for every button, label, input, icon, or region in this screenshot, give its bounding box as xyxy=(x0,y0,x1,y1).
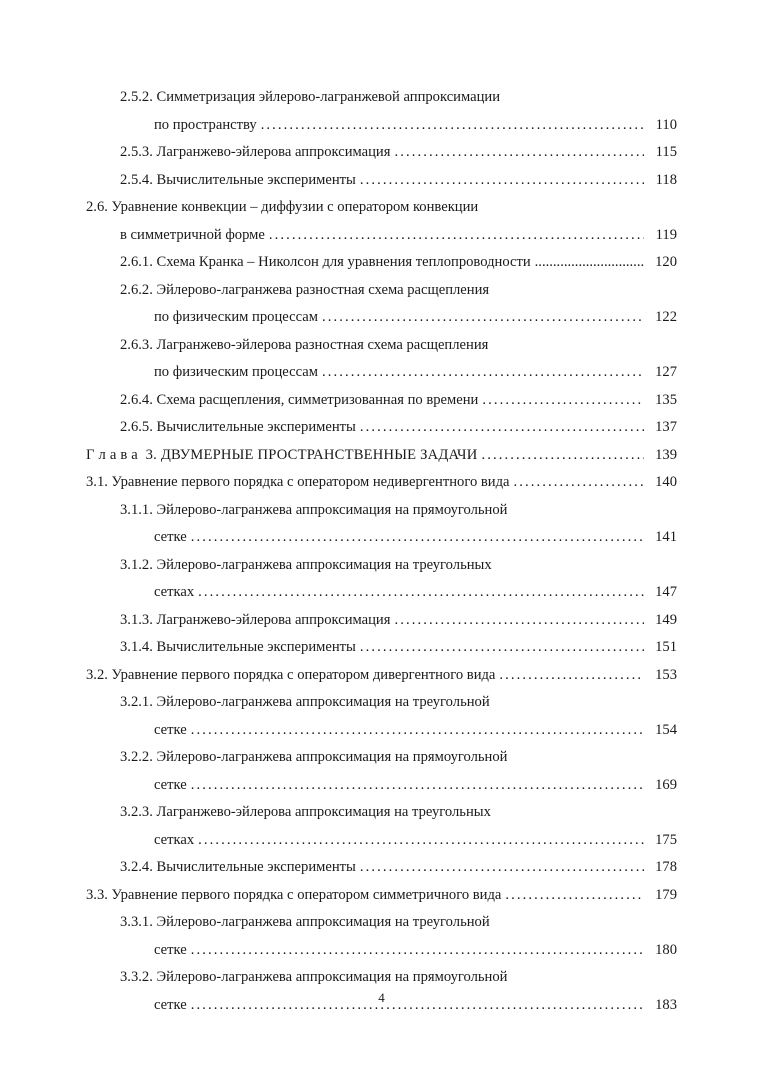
toc-page-number: 180 xyxy=(655,941,677,958)
toc-leader-dots xyxy=(514,469,645,497)
toc-entry-title: сетках xyxy=(154,584,195,600)
toc-page-number: 137 xyxy=(655,419,677,435)
toc-entry-title: сетке xyxy=(154,776,187,793)
toc-leader-dots xyxy=(322,359,644,387)
toc-entry[interactable] xyxy=(86,909,677,964)
toc-entry[interactable] xyxy=(86,84,677,139)
toc-entry-line xyxy=(86,937,677,965)
toc-page-number: 153 xyxy=(655,666,677,683)
toc-entry-title: 3.3.2. Эйлерово-лагранжева аппроксимация на прямоугольной xyxy=(120,969,508,985)
toc-entry[interactable] xyxy=(86,194,677,249)
toc-leader-dots xyxy=(360,634,644,662)
toc-entry-title: сетке xyxy=(154,996,187,1013)
toc-entry-line xyxy=(86,524,677,552)
toc-entry-line xyxy=(86,277,677,305)
toc-entry-title: 3.3. Уравнение первого порядка с оператором симметричного вида xyxy=(86,886,502,903)
toc-entry-line xyxy=(86,827,677,855)
toc-entry-title: 2.6.3. Лагранжево-эйлерова разностная схема расщепления xyxy=(120,336,489,353)
toc-page-number: 141 xyxy=(655,529,677,545)
toc-page-number: 178 xyxy=(655,859,677,875)
toc-entry-title: в симметричной форме xyxy=(120,226,265,243)
toc-page-number: 127 xyxy=(655,364,677,380)
toc-entry[interactable] xyxy=(86,882,677,910)
toc-page-number: 139 xyxy=(655,446,677,463)
toc-page-number: 151 xyxy=(655,639,677,655)
toc-leader-space xyxy=(535,249,644,277)
toc-entry-line xyxy=(86,414,677,442)
toc-entry[interactable] xyxy=(86,662,677,690)
toc-entry-title: 3.1.2. Эйлерово-лагранжева аппроксимация на треугольных xyxy=(120,556,492,573)
toc-page-number: 154 xyxy=(655,721,677,738)
toc-entry-line xyxy=(86,222,677,250)
toc-page-number: 179 xyxy=(655,886,677,903)
toc-leader-dots xyxy=(360,167,644,195)
toc-entry-title: по пространству xyxy=(154,116,257,133)
toc-leader-dots xyxy=(482,387,644,415)
toc-entry[interactable] xyxy=(86,799,677,854)
toc-entry-line xyxy=(86,332,677,360)
toc-entry-title: 2.6.5. Вычислительные эксперименты xyxy=(120,419,356,435)
toc-entry[interactable] xyxy=(86,607,677,635)
toc-entry-title: 3.2. Уравнение первого порядка с оператором дивергентного вида xyxy=(86,666,496,683)
toc-entry-line xyxy=(86,497,677,525)
toc-leader-dots xyxy=(360,414,644,442)
toc-entry-title: 2.5.4. Вычислительные эксперименты xyxy=(120,171,356,188)
toc-leader-dots xyxy=(261,112,644,140)
toc-entry[interactable] xyxy=(86,744,677,799)
toc-page-number: 183 xyxy=(655,996,677,1013)
toc-entry-title: 3.2.3. Лагранжево-эйлерова аппроксимация на треугольных xyxy=(120,804,491,820)
toc-entry-line xyxy=(86,579,677,607)
toc-leader-dots xyxy=(191,772,644,800)
toc-entry-line xyxy=(86,139,677,167)
toc-entry-title: сетке xyxy=(154,721,187,738)
toc-leader-dots xyxy=(269,222,644,250)
table-of-contents xyxy=(86,84,677,1019)
toc-entry-line xyxy=(86,552,677,580)
toc-entry-title: сетке xyxy=(154,941,187,958)
toc-leader-dots xyxy=(481,442,644,470)
toc-entry[interactable] xyxy=(86,277,677,332)
toc-entry[interactable] xyxy=(86,167,677,195)
toc-entry-line xyxy=(86,194,677,222)
toc-leader-dots xyxy=(191,524,644,552)
toc-page-number: 118 xyxy=(655,171,677,188)
toc-entry[interactable] xyxy=(86,332,677,387)
toc-entry-line xyxy=(86,909,677,937)
toc-entry[interactable] xyxy=(86,442,677,470)
toc-entry-title: сетке xyxy=(154,529,187,545)
toc-leader-dots xyxy=(191,937,644,965)
toc-entry-line xyxy=(86,84,677,112)
toc-entry-line xyxy=(86,662,677,690)
toc-entry[interactable] xyxy=(86,854,677,882)
toc-entry-title: по физическим процессам xyxy=(154,364,318,380)
toc-entry-line xyxy=(86,717,677,745)
toc-page-number: 119 xyxy=(655,226,677,243)
toc-entry-title: 3.1.1. Эйлерово-лагранжева аппроксимация на прямоугольной xyxy=(120,501,508,518)
toc-leader-dots xyxy=(322,304,644,332)
toc-entry[interactable] xyxy=(86,249,677,277)
toc-entry-title: по физическим процессам xyxy=(154,309,318,325)
toc-entry-line xyxy=(86,304,677,332)
toc-entry[interactable] xyxy=(86,469,677,497)
toc-entry[interactable] xyxy=(86,634,677,662)
toc-entry-line xyxy=(86,882,677,910)
toc-entry-title: сетках xyxy=(154,831,195,848)
toc-page-number: 120 xyxy=(655,254,677,270)
toc-page-number: 140 xyxy=(655,474,677,490)
toc-entry[interactable] xyxy=(86,689,677,744)
toc-entry-title: 3.2.4. Вычислительные эксперименты xyxy=(120,859,356,875)
toc-entry[interactable] xyxy=(86,387,677,415)
toc-entry-line xyxy=(86,442,677,470)
toc-entry-title: 3.3.1. Эйлерово-лагранжева аппроксимация на треугольной xyxy=(120,914,490,930)
toc-page-number: 147 xyxy=(655,584,677,600)
toc-entry-line xyxy=(86,469,677,497)
toc-leader-dots xyxy=(191,717,644,745)
toc-leader-dots xyxy=(198,827,644,855)
toc-entry-line xyxy=(86,387,677,415)
toc-leader-dots xyxy=(394,139,644,167)
toc-entry[interactable] xyxy=(86,414,677,442)
toc-entry-line xyxy=(86,964,677,992)
toc-entry-title: 2.6.4. Схема расщепления, симметризованная по времени xyxy=(120,391,479,408)
toc-page-number: 169 xyxy=(655,776,677,793)
toc-entry-title: 2.6.1. Схема Кранка – Николсон для уравнения теплопроводности xyxy=(120,254,531,270)
toc-entry-line xyxy=(86,634,677,662)
toc-entry-line xyxy=(86,744,677,772)
page-number-footer: 4 xyxy=(378,990,385,1005)
toc-leader-dots xyxy=(499,662,644,690)
toc-entry-line xyxy=(86,607,677,635)
toc-page-number: 135 xyxy=(655,391,677,408)
toc-entry-line xyxy=(86,359,677,387)
toc-entry-title: 3.1.3. Лагранжево-эйлерова аппроксимация xyxy=(120,611,391,628)
toc-entry-line xyxy=(86,112,677,140)
toc-entry-line xyxy=(86,854,677,882)
toc-entry[interactable] xyxy=(86,139,677,167)
toc-entry-line xyxy=(86,167,677,195)
toc-leader-dots xyxy=(198,579,644,607)
toc-leader-dots xyxy=(394,607,644,635)
toc-page-number: 122 xyxy=(655,309,677,325)
toc-entry-title: 2.5.3. Лагранжево-эйлерова аппроксимация xyxy=(120,144,391,160)
toc-entry-title: 3.1. Уравнение первого порядка с оператором недивергентного вида xyxy=(86,474,510,490)
toc-entry-title: 2.5.2. Симметризация эйлерово-лагранжевой аппроксимации xyxy=(120,89,501,105)
toc-page-number: 175 xyxy=(655,831,677,848)
toc-entry-line xyxy=(86,772,677,800)
toc-entry-title: 3.1.4. Вычислительные эксперименты xyxy=(120,639,356,655)
toc-entry[interactable] xyxy=(86,497,677,552)
toc-entry-title: 3.2.1. Эйлерово-лагранжева аппроксимация на треугольной xyxy=(120,694,490,710)
toc-entry-title: 2.6.2. Эйлерово-лагранжева разностная схема расщепления xyxy=(120,281,490,298)
toc-entry[interactable] xyxy=(86,552,677,607)
toc-entry-line xyxy=(86,689,677,717)
toc-entry-line xyxy=(86,799,677,827)
toc-leader-dots xyxy=(505,882,644,910)
toc-entry-title: 3.2.2. Эйлерово-лагранжева аппроксимация на прямоугольной xyxy=(120,749,508,765)
toc-entry-title: Г л а в а 3. ДВУМЕРНЫЕ ПРОСТРАНСТВЕННЫЕ ЗАДАЧИ xyxy=(86,446,478,463)
toc-entry-title: 2.6. Уравнение конвекции – диффузии с оператором конвекции xyxy=(86,199,479,215)
toc-page-number: 110 xyxy=(655,116,677,133)
toc-page-number: 149 xyxy=(655,611,677,628)
toc-entry-line xyxy=(86,249,677,277)
toc-leader-dots xyxy=(360,854,644,882)
toc-page-number: 115 xyxy=(655,144,677,160)
